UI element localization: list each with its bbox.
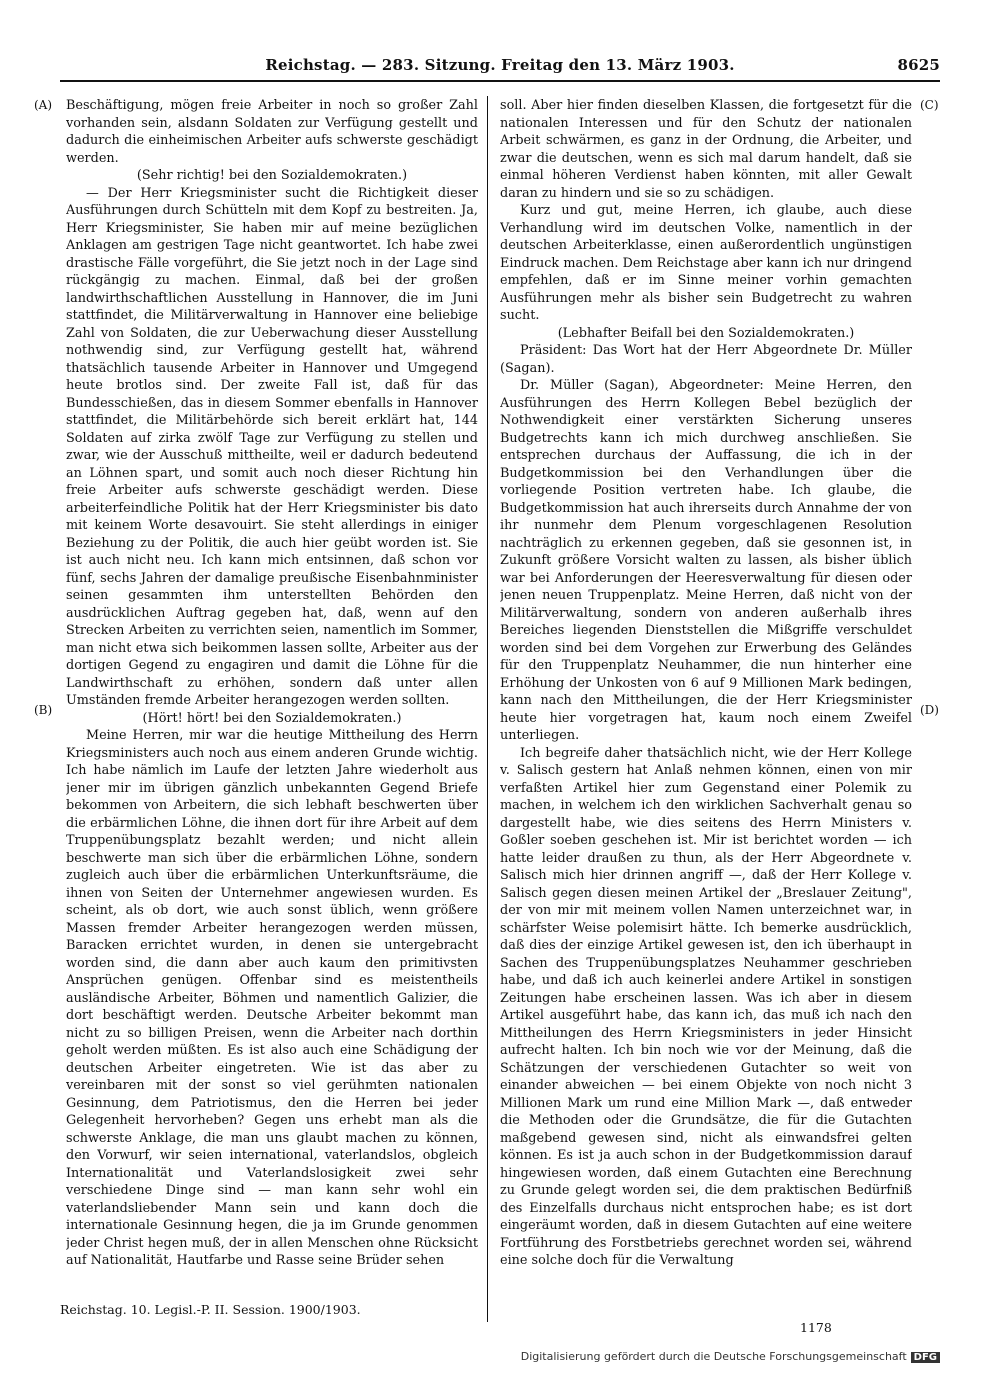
margin-marker-c: (C) [920, 98, 939, 112]
right-column [500, 97, 912, 1297]
left-paragraph: Meine Herren, mir war die heutige Mittheilung des Herrn Kriegsministers auch noch aus einem anderen Grunde wichtig. Ich habe nämlich im Laufe der letzten Jahre wiederholt aus jener mir im übrigen gänzlich unbekannten Gegend Briefe bekommen von Arbeitern, die sich lebhaft beschwerten über die erbärmlichen Löhne, die ihnen dort für ihre Arbeit auf dem Truppenübungsplatz bezahlt werden; und nicht allein beschwerte man sich über die erbärmlichen Löhne, sondern zugleich auch über die erbärmlichen Unterkunftsräume, die ihnen von Seiten der Unternehmer angewiesen wurden. Es scheint, als ob dort, wie auch sonst üblich, wenn größere Massen fremder Arbeiter herangezogen werden müssen, Baracken errichtet wurden, in denen sie untergebracht worden sind, die dann aber auch kaum den primitivsten Ansprüchen genügen. Offenbar sind es meistentheils ausländische Arbeiter, Böhmen und namentlich Galizier, die dort beschäftigt werden. Deutsche Arbeiter bekommt man nicht zu so billigen Preisen, wenn die Arbeiter nach dorthin geholt werden müßten. Es ist also auch eine Schädigung der deutschen Arbeiter eingetreten. Wie ist das aber zu vereinbaren mit der sonst so viel gerühmten nationalen Gesinnung, dem Patriotismus, den die Herren bei jeder Gelegenheit hervorheben? Gegen uns erhebt man als die schwerste Anklage, die man uns glaubt machen zu können, den Vorwurf, wir seien international, vaterlandslos, obgleich Internationalität und Vaterlandslosigkeit zwei sehr verschiedene Dinge sind — man kann sehr wohl ein vaterlandsliebender Mann sein und kann doch die internationale Gesinnung hegen, die ja im Grunde genommen jeder Christ hegen muß, der in allen Menschen ohne Rücksicht auf Nationalität, Hautfarbe und Rasse seine Brüder sehen [66, 728, 478, 1268]
right-paragraph: Kurz und gut, meine Herren, ich glaube, auch diese Verhandlung wird im deutschen Volke, namentlich in der deutschen Arbeiterklasse, einen außerordentlich ungünstigen Eindruck machen. Dem Reichstage aber kann ich nur dringend empfehlen, daß er im Sinne meiner vorhin gemachten Ausführungen mehr als bisher sein Budgetrecht zu wahren sucht. [500, 203, 912, 323]
dfg-logo: DFG [911, 1352, 940, 1363]
right-paragraph: Präsident: Das Wort hat der Herr Abgeordnete Dr. Müller (Sagan). [500, 343, 912, 376]
digitization-credit [521, 1350, 940, 1363]
right-paragraph: Dr. Müller (Sagan), Abgeordneter: Meine Herren, den Ausführungen des Herrn Kollegen Bebel bezüglich der Nothwendigkeit einer verstärkten Sicherung unseres Budgetrechts kann ich mich durchweg anschließen. Sie entsprechen durchaus der Auffassung, die ich in der Budgetkommission bei den Verhandlungen über die vorliegende Position vertreten habe. Ich glaube, die Budgetkommission hat auch ihrerseits durch Annahme der von ihr nunmehr dem Plenum vorgeschlagenen Resolution nachträglich zu erkennen gegeben, daß sie gesonnen ist, in Zukunft größere Vorsicht walten zu lassen, als bisher üblich war bei Anforderungen der Heeresverwaltung für diesen oder jenen neuen Truppenplatz. Meine Herren, daß nicht von der Militärverwaltung, sondern von anderen außerhalb ihres Bereiches liegenden Dienststellen die Mißgriffe verschuldet worden sind bei dem Vorgehen zur Erwerbung des Geländes für den Truppenplatz Neuhammer, die nun hinterher eine Erhöhung der Unkosten von 6 auf 9 Millionen Mark bedingen, kann nach den Mittheilungen, die der Herr Kriegsminister heute hier vorgetragen hat, kaum noch einem Zweifel unterliegen. [500, 378, 912, 743]
margin-marker-b: (B) [34, 703, 53, 717]
right-paragraph: soll. Aber hier finden dieselben Klassen, die fortgesetzt für die nationalen Interessen und für den Schutz der nationalen Arbeit schwärmen, es ganz in der Ordnung, die Arbeiter, und zwar die deutschen, wenn es sich mal darum handelt, daß sie einmal höheren Verdienst haben könnten, mit aller Gewalt daran zu hindern und sie so zu schädigen. [500, 98, 912, 201]
right-interjection: (Lebhafter Beifall bei den Sozialdemokraten.) [557, 325, 855, 341]
page-number: 8625 [897, 56, 940, 74]
left-column [66, 97, 478, 1297]
left-interjection: (Sehr richtig! bei den Sozialdemokraten.) [136, 168, 408, 183]
header-rule [60, 80, 940, 82]
footer-session-info: Reichstag. 10. Legisl.-P. II. Session. 1900/1903. [60, 1302, 361, 1317]
left-paragraph: Beschäftigung, mögen freie Arbeiter in noch so großer Zahl vorhanden sein, alsdann Soldaten zur Verfügung gestellt und dadurch die einheimischen Arbeiter aufs schwerste geschädigt werden. [66, 98, 478, 166]
margin-marker-a: (A) [34, 98, 53, 112]
margin-marker-d: (D) [920, 703, 939, 717]
column-divider [487, 96, 488, 1322]
footer-signature-number: 1178 [800, 1320, 832, 1335]
left-interjection: (Hört! hört! bei den Sozialdemokraten.) [142, 710, 402, 726]
right-paragraph: Ich begreife daher thatsächlich nicht, wie der Herr Kollege v. Salisch gestern hat Anlaß nehmen können, einen von mir verfaßten Artikel hier zum Gegenstand einer Polemik zu machen, in welchem ich den wirklichen Sachverhalt genau so dargestellt habe, wie dies seitens des Herrn Ministers v. Goßler soeben geschehen ist. Mir ist berichtet worden — ich hatte leider draußen zu thun, als der Herr Abgeordnete v. Salisch mich hier drinnen angriff —, daß der Herr Kollege v. Salisch gegen diesen meinen Artikel der „Breslauer Zeitung", der von mir mit meinem vollen Namen unterzeichnet war, in schärfster Weise polemisirt hätte. Ich bemerke ausdrücklich, daß dies der einzige Artikel gewesen ist, den ich überhaupt in Sachen des Truppenübungsplatzes Neuhammer geschrieben habe, und daß ich auch keinerlei andere Artikel in sonstigen Zeitungen habe erscheinen lassen. Was ich aber in diesem Artikel ausgeführt habe, das kann ich, das muß ich nach den Mittheilungen des Herrn Kriegsministers in jeder Hinsicht aufrecht halten. Ich bin noch wie vor der Meinung, daß die Schätzungen der verschiedenen Gutachter so weit von einander abweichen — bei einem Objekte von noch nicht 3 Millionen Mark um rund eine Million Mark —, daß entweder die Methoden oder die Grundsätze, die für die Gutachten maßgebend gewesen sind, nicht als einwandsfrei gelten können. Es ist ja auch schon in der Budgetkommission darauf hingewiesen worden, daß einem Gutachten eine Berechnung zu Grunde gelegt worden sei, die dem praktischen Bedürfniß des Einzelfalls durchaus nicht entsprochen habe; es ist dort eingeräumt worden, daß in diesem Gutachten auf eine weitere Fortführung des Forstbetriebs gerechnet worden sei, während eine solche doch für die Verwaltung [500, 745, 912, 1268]
credit-text: Digitalisierung gefördert durch die Deutsche Forschungsgemeinschaft [520, 1350, 907, 1363]
header-title: Reichstag. — 283. Sitzung. Freitag den 13. März 1903. [265, 56, 735, 74]
page-header [60, 56, 940, 78]
left-paragraph: — Der Herr Kriegsminister sucht die Richtigkeit dieser Ausführungen durch Schütteln mit dem Kopf zu bestreiten. Ja, Herr Kriegsminister, Sie haben mir auf meine bezüglichen Anklagen am gestrigen Tage nicht geantwortet. Ich habe zwei drastische Fälle vorgeführt, die Sie jetzt noch in der Lage sind rückgängig zu machen. Einmal, daß bei der großen landwirthschaftlichen Ausstellung in Hannover, die im Juni stattfindet, die Militärverwaltung in Hannover eine beliebige Zahl von Soldaten, die zur Ueberwachung dieser Ausstellung nothwendig sind, zur Verfügung gestellt hat, während thatsächlich tausende Arbeiter in Hannover und Umgegend heute brotlos sind. Der zweite Fall ist, daß für das Bundesschießen, das in diesem Sommer ebenfalls in Hannover stattfindet, die Militärbehörde sich bereit erklärt hat, 144 Soldaten auf zirka zwölf Tage zur Verfügung zu stellen und zwar, wie der Ausschuß mittheilte, weil er dadurch bedeutend an Löhnen spart, und somit auch noch dieser Richtung hin freie Arbeiter aufs schwerste geschädigt werden. Diese arbeiterfeindliche Politik hat der Herr Kriegsminister bis dato mit keinem Worte desavouirt. Sie steht allerdings in einiger Beziehung zu der Politik, die auch hier geübt worden ist. Sie ist auch nicht neu. Ich kann mich entsinnen, daß schon vor fünf, sechs Jahren der damalige preußische Eisenbahnminister seinen gesammten ihm unterstellten Behörden den ausdrücklichen Auftrag gegeben hat, daß, wenn auf den Strecken Arbeiten zu verrichten seien, namentlich im Sommer, man nicht etwa sich beikommen lassen sollte, Arbeiter aus der dortigen Gegend zu engagiren und damit die Löhne für die Landwirthschaft zu erhöhen, sondern daß unter allen Umständen fremde Arbeiter herangezogen werden sollten. [66, 185, 478, 708]
